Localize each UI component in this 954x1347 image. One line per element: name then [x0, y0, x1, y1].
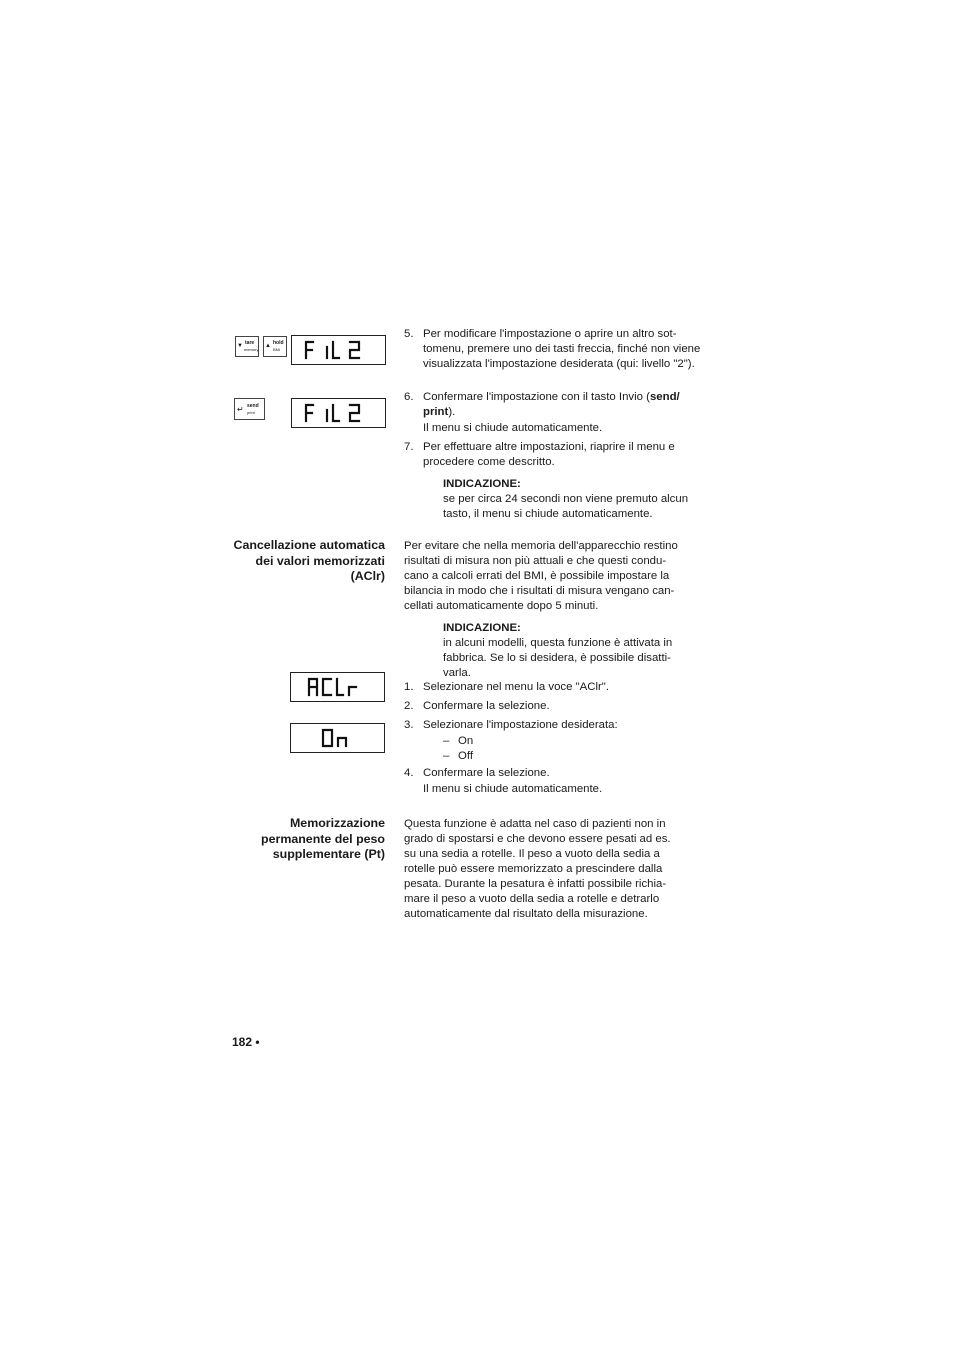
lcd-display-fil-2 [291, 398, 386, 428]
lcd-display-fil-1 [291, 335, 386, 365]
enter-arrow-icon: ↵ [237, 405, 244, 414]
up-arrow-key: ▲ hold BMI [263, 336, 287, 357]
step-sub-text: Il menu si chiude automaticamente. [423, 783, 603, 795]
note-box [443, 477, 698, 522]
lcd-fil-2-icon [292, 336, 385, 364]
lcd-display-aclr [290, 672, 385, 702]
down-arrow-key: ▼ tare memory [235, 336, 259, 357]
note-text: in alcuni modelli, questa funzione è attivata in fabbrica. Se lo si desidera, è possibile disatti-varla. [443, 637, 673, 679]
note-box [443, 621, 683, 681]
up-arrow-icon: ▲ [265, 343, 271, 349]
send-print-key: ↵ send print [234, 398, 265, 420]
lcd-display-on [290, 723, 385, 753]
section-heading-aclr: Cancellazione automatica dei valori memorizzati (AClr) [233, 538, 385, 583]
lcd-fil-2-icon [292, 399, 385, 427]
lcd-aclr-icon [291, 673, 384, 701]
note-title: INDICAZIONE: [443, 478, 521, 490]
note-text: se per circa 24 secondi non viene premuto alcun tasto, il menu si chiude automaticamente. [443, 493, 689, 520]
page-number: 182 • [232, 1035, 260, 1049]
section-text-pt: Questa funzione è adatta nel caso di pazienti non in grado di spostarsi e che devono essere pesati ad es. su una sedia a rotelle. Il peso a vuoto della sedia a rotelle può essere memorizzato a prescindere dalla pesata. Durante la pesatura è infatti possibile richia-mare il peso a vuoto della sedia a rotelle e detrarlo automaticamente dal risultato della misurazione. [404, 818, 671, 920]
down-arrow-icon: ▼ [237, 343, 243, 349]
lcd-on-icon [291, 724, 384, 752]
step-sub-text: Il menu si chiude automaticamente. [423, 422, 603, 434]
section-intro-aclr: Per evitare che nella memoria dell'apparecchio restino risultati di misura non più attuali e che questi condu-cano a calcoli errati del BMI, è possibile impostare la bilancia in modo che i risultati di misura vengano can-cellati automaticamente dopo 5 minuti. [404, 540, 678, 612]
note-title: INDICAZIONE: [443, 622, 521, 634]
section-heading-pt: Memorizzazione permanente del peso supplementare (Pt) [261, 816, 385, 861]
